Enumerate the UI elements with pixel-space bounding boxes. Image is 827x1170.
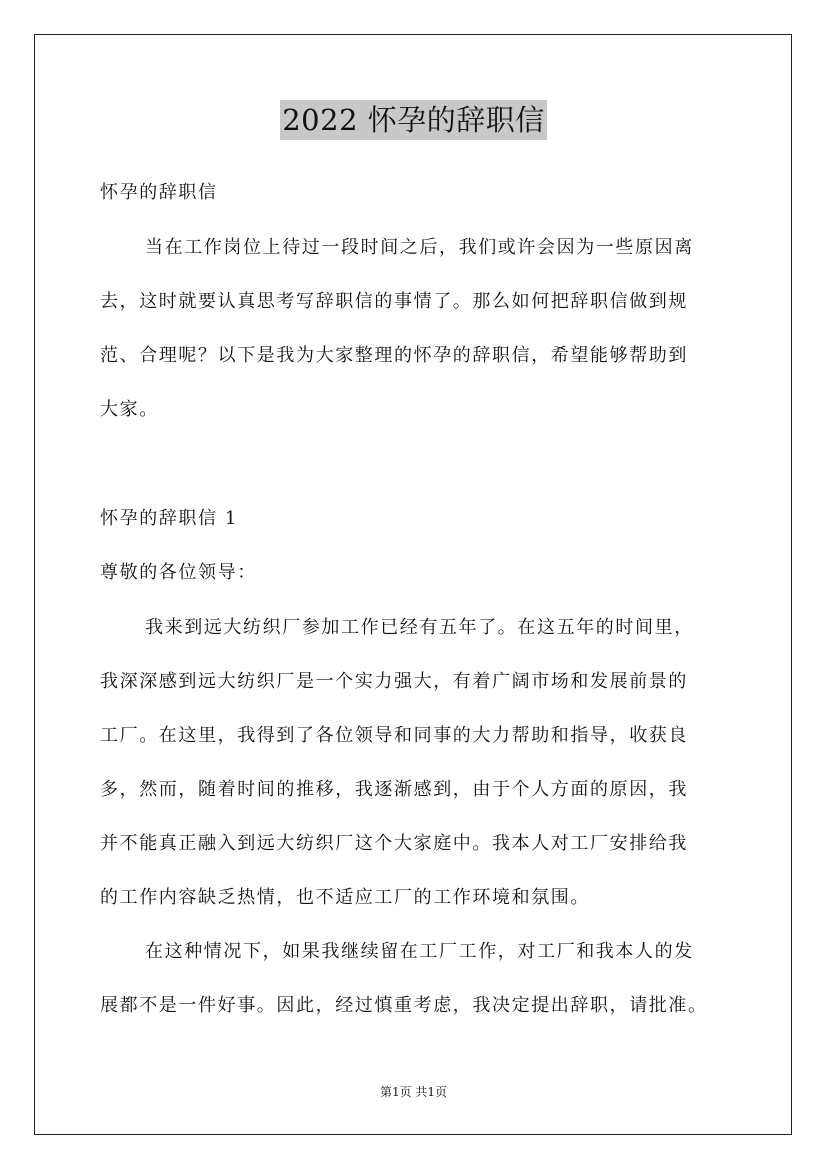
body-line: 在这种情况下，如果我继续留在工厂工作，对工厂和我本人的发	[145, 941, 694, 962]
body-line: 的工作内容缺乏热情，也不适应工厂的工作环境和氛围。	[100, 887, 590, 908]
intro-line: 大家。	[100, 399, 159, 420]
title-container	[0, 100, 827, 140]
body-line: 我来到远大纺织厂参加工作已经有五年了。在这五年的时间里，	[145, 617, 694, 638]
body-line: 展都不是一件好事。因此，经过慎重考虑，我决定提出辞职，请批准。	[100, 995, 708, 1016]
section-heading: 怀孕的辞职信	[100, 182, 218, 203]
document-title: 2022 怀孕的辞职信	[280, 100, 547, 140]
intro-line: 范、合理呢？以下是我为大家整理的怀孕的辞职信，希望能够帮助到	[100, 345, 688, 366]
body-line: 多，然而，随着时间的推移，我逐渐感到，由于个人方面的原因，我	[100, 779, 688, 800]
intro-line: 去，这时就要认真思考写辞职信的事情了。那么如何把辞职信做到规	[100, 291, 688, 312]
letter-heading: 怀孕的辞职信 1	[100, 508, 238, 529]
body-line: 我深深感到远大纺织厂是一个实力强大，有着广阔市场和发展前景的	[100, 671, 688, 692]
salutation: 尊敬的各位领导：	[100, 562, 257, 583]
body-line: 工厂。在这里，我得到了各位领导和同事的大力帮助和指导，收获良	[100, 725, 688, 746]
page-footer: 第1页 共1页	[379, 1085, 448, 1099]
body-line: 并不能真正融入到远大纺织厂这个大家庭中。我本人对工厂安排给我	[100, 833, 688, 854]
intro-line: 当在工作岗位上待过一段时间之后，我们或许会因为一些原因离	[145, 237, 694, 258]
